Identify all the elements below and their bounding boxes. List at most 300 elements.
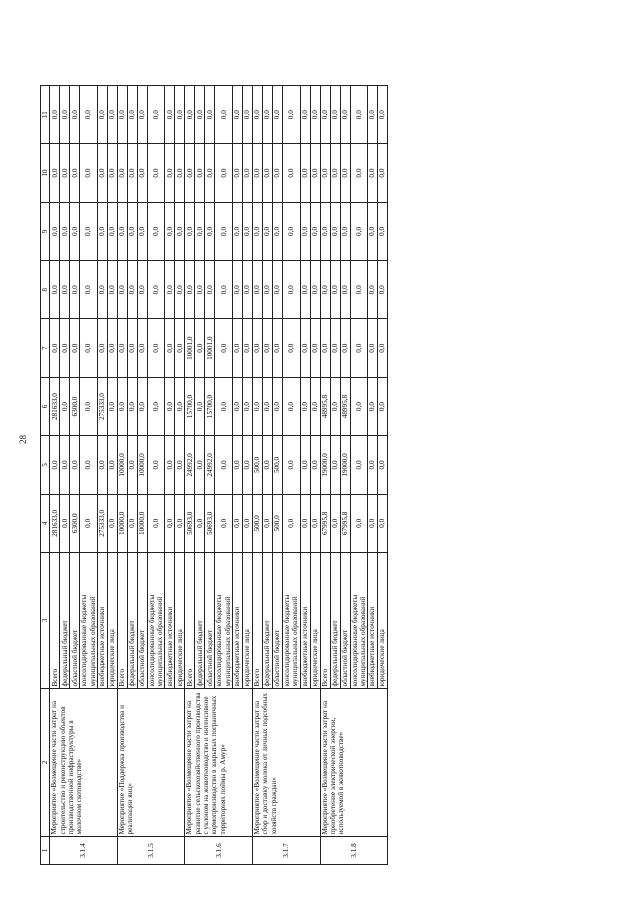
value-cell: 0,0 bbox=[340, 319, 350, 377]
value-cell: 0,0 bbox=[127, 436, 137, 494]
value-cell: 0,0 bbox=[310, 377, 320, 435]
funding-source-label: консолидированные бюджеты муниципальных образований bbox=[215, 553, 233, 689]
column-header: 2 bbox=[41, 689, 50, 837]
value-cell: 0,0 bbox=[320, 86, 330, 144]
value-cell: 0,0 bbox=[368, 86, 378, 144]
value-cell: 0,0 bbox=[282, 261, 300, 319]
column-header: 6 bbox=[41, 377, 50, 435]
value-cell: 0,0 bbox=[165, 144, 175, 202]
value-cell: 0,0 bbox=[330, 144, 340, 202]
value-cell: 0,0 bbox=[117, 261, 127, 319]
value-cell: 0,0 bbox=[117, 319, 127, 377]
value-cell: 0,0 bbox=[330, 86, 340, 144]
value-cell: 0,0 bbox=[320, 261, 330, 319]
funding-source-label: областной бюджет bbox=[340, 553, 350, 689]
funding-source-label: внебюджетные источники bbox=[300, 553, 310, 689]
funding-source-label: консолидированные бюджеты муниципальных образований bbox=[147, 553, 165, 689]
value-cell: 0,0 bbox=[282, 144, 300, 202]
value-cell: 0,0 bbox=[232, 202, 242, 260]
measure-number: 3.1.4 bbox=[50, 837, 118, 865]
value-cell: 15700,0 bbox=[205, 377, 215, 435]
value-cell: 0,0 bbox=[242, 494, 252, 552]
value-cell: 6300,0 bbox=[70, 494, 80, 552]
column-header: 10 bbox=[41, 144, 50, 202]
value-cell: 0,0 bbox=[147, 202, 165, 260]
value-cell: 0,0 bbox=[70, 436, 80, 494]
value-cell: 0,0 bbox=[350, 377, 368, 435]
value-cell: 67995,8 bbox=[340, 494, 350, 552]
value-cell: 0,0 bbox=[70, 261, 80, 319]
value-cell: 0,0 bbox=[205, 86, 215, 144]
value-cell: 0,0 bbox=[127, 86, 137, 144]
value-cell: 0,0 bbox=[175, 436, 185, 494]
value-cell: 0,0 bbox=[262, 436, 272, 494]
funding-source-label: консолидированные бюджеты муниципальных образований bbox=[350, 553, 368, 689]
value-cell: 0,0 bbox=[310, 144, 320, 202]
value-cell: 0,0 bbox=[272, 144, 282, 202]
value-cell: 0,0 bbox=[80, 377, 98, 435]
value-cell: 0,0 bbox=[350, 86, 368, 144]
funding-source-label: внебюджетные источники bbox=[232, 553, 242, 689]
value-cell: 0,0 bbox=[175, 144, 185, 202]
funding-source-label: внебюджетные источники bbox=[368, 553, 378, 689]
value-cell: 0,0 bbox=[330, 202, 340, 260]
value-cell: 0,0 bbox=[97, 436, 107, 494]
value-cell: 0,0 bbox=[215, 261, 233, 319]
value-cell: 0,0 bbox=[80, 319, 98, 377]
value-cell: 0,0 bbox=[97, 319, 107, 377]
value-cell: 0,0 bbox=[252, 319, 262, 377]
value-cell: 0,0 bbox=[107, 319, 117, 377]
value-cell: 0,0 bbox=[215, 436, 233, 494]
funding-source-label: федеральный бюджет bbox=[127, 553, 137, 689]
value-cell: 50693,0 bbox=[185, 494, 195, 552]
value-cell: 0,0 bbox=[165, 436, 175, 494]
value-cell: 0,0 bbox=[205, 144, 215, 202]
value-cell: 0,0 bbox=[300, 144, 310, 202]
value-cell: 0,0 bbox=[350, 261, 368, 319]
value-cell: 0,0 bbox=[80, 436, 98, 494]
value-cell: 0,0 bbox=[175, 202, 185, 260]
value-cell: 0,0 bbox=[330, 436, 340, 494]
value-cell: 0,0 bbox=[262, 319, 272, 377]
value-cell: 0,0 bbox=[340, 86, 350, 144]
measure-description: Мероприятие «Возмещение части затрат на приобретение электрической энергии, используемой в животноводстве» bbox=[320, 689, 388, 837]
value-cell: 0,0 bbox=[195, 86, 205, 144]
value-cell: 0,0 bbox=[117, 377, 127, 435]
value-cell: 0,0 bbox=[80, 86, 98, 144]
value-cell: 0,0 bbox=[97, 86, 107, 144]
value-cell: 10001,0 bbox=[205, 319, 215, 377]
value-cell: 0,0 bbox=[107, 494, 117, 552]
value-cell: 6300,0 bbox=[70, 377, 80, 435]
value-cell: 281633,0 bbox=[50, 494, 60, 552]
value-cell: 0,0 bbox=[165, 261, 175, 319]
value-cell: 0,0 bbox=[107, 377, 117, 435]
column-header: 4 bbox=[41, 494, 50, 552]
value-cell: 0,0 bbox=[272, 202, 282, 260]
value-cell: 0,0 bbox=[70, 144, 80, 202]
value-cell: 0,0 bbox=[117, 144, 127, 202]
value-cell: 0,0 bbox=[368, 436, 378, 494]
funding-source-label: областной бюджет bbox=[205, 553, 215, 689]
value-cell: 0,0 bbox=[232, 86, 242, 144]
value-cell: 0,0 bbox=[350, 202, 368, 260]
value-cell: 0,0 bbox=[147, 319, 165, 377]
value-cell: 0,0 bbox=[80, 494, 98, 552]
value-cell: 24992,0 bbox=[205, 436, 215, 494]
column-header: 1 bbox=[41, 837, 50, 865]
value-cell: 50693,0 bbox=[205, 494, 215, 552]
value-cell: 0,0 bbox=[310, 86, 320, 144]
value-cell: 0,0 bbox=[242, 202, 252, 260]
value-cell: 0,0 bbox=[320, 202, 330, 260]
value-cell: 0,0 bbox=[340, 202, 350, 260]
value-cell: 0,0 bbox=[252, 144, 262, 202]
value-cell: 0,0 bbox=[127, 144, 137, 202]
value-cell: 0,0 bbox=[195, 377, 205, 435]
funding-source-label: Всего bbox=[320, 553, 330, 689]
value-cell: 0,0 bbox=[97, 202, 107, 260]
value-cell: 0,0 bbox=[195, 144, 205, 202]
value-cell: 281633,0 bbox=[50, 377, 60, 435]
value-cell: 0,0 bbox=[368, 377, 378, 435]
funding-source-label: юридические лица bbox=[242, 553, 252, 689]
value-cell: 275333,0 bbox=[97, 377, 107, 435]
value-cell: 0,0 bbox=[50, 319, 60, 377]
value-cell: 0,0 bbox=[60, 319, 70, 377]
value-cell: 0,0 bbox=[107, 202, 117, 260]
measure-number: 3.1.8 bbox=[320, 837, 388, 865]
funding-source-label: Всего bbox=[50, 553, 60, 689]
value-cell: 0,0 bbox=[60, 436, 70, 494]
value-cell: 15700,0 bbox=[185, 377, 195, 435]
value-cell: 19000,0 bbox=[340, 436, 350, 494]
value-cell: 0,0 bbox=[137, 144, 147, 202]
funding-source-label: Всего bbox=[185, 553, 195, 689]
funding-source-label: областной бюджет bbox=[272, 553, 282, 689]
value-cell: 0,0 bbox=[300, 86, 310, 144]
value-cell: 0,0 bbox=[368, 144, 378, 202]
value-cell: 0,0 bbox=[60, 377, 70, 435]
value-cell: 500,0 bbox=[252, 494, 262, 552]
value-cell: 0,0 bbox=[262, 202, 272, 260]
value-cell: 0,0 bbox=[232, 144, 242, 202]
value-cell: 0,0 bbox=[175, 494, 185, 552]
value-cell: 0,0 bbox=[185, 202, 195, 260]
value-cell: 0,0 bbox=[80, 261, 98, 319]
value-cell: 0,0 bbox=[147, 86, 165, 144]
value-cell: 0,0 bbox=[60, 202, 70, 260]
value-cell: 0,0 bbox=[350, 319, 368, 377]
value-cell: 0,0 bbox=[272, 319, 282, 377]
value-cell: 0,0 bbox=[252, 86, 262, 144]
value-cell: 0,0 bbox=[300, 202, 310, 260]
value-cell: 0,0 bbox=[378, 202, 388, 260]
value-cell: 0,0 bbox=[232, 319, 242, 377]
value-cell: 0,0 bbox=[137, 377, 147, 435]
value-cell: 0,0 bbox=[117, 86, 127, 144]
value-cell: 0,0 bbox=[300, 494, 310, 552]
value-cell: 48995,8 bbox=[320, 377, 330, 435]
funding-source-label: юридические лица bbox=[175, 553, 185, 689]
value-cell: 0,0 bbox=[330, 494, 340, 552]
value-cell: 500,0 bbox=[272, 494, 282, 552]
value-cell: 0,0 bbox=[50, 261, 60, 319]
value-cell: 0,0 bbox=[195, 436, 205, 494]
value-cell: 0,0 bbox=[137, 86, 147, 144]
value-cell: 0,0 bbox=[127, 494, 137, 552]
column-header: 3 bbox=[41, 553, 50, 689]
value-cell: 0,0 bbox=[215, 319, 233, 377]
funding-source-label: областной бюджет bbox=[137, 553, 147, 689]
column-header: 7 bbox=[41, 319, 50, 377]
value-cell: 0,0 bbox=[107, 86, 117, 144]
value-cell: 10000,0 bbox=[117, 494, 127, 552]
measure-number: 3.1.7 bbox=[252, 837, 320, 865]
funding-source-label: юридические лица bbox=[310, 553, 320, 689]
value-cell: 0,0 bbox=[147, 261, 165, 319]
value-cell: 0,0 bbox=[137, 319, 147, 377]
table-row bbox=[185, 86, 195, 865]
funding-source-label: федеральный бюджет bbox=[262, 553, 272, 689]
value-cell: 0,0 bbox=[127, 202, 137, 260]
funding-source-label: консолидированные бюджеты муниципальных образований bbox=[282, 553, 300, 689]
table-body bbox=[50, 86, 388, 865]
value-cell: 0,0 bbox=[97, 261, 107, 319]
value-cell: 0,0 bbox=[205, 202, 215, 260]
value-cell: 0,0 bbox=[368, 494, 378, 552]
funding-source-label: федеральный бюджет bbox=[195, 553, 205, 689]
value-cell: 0,0 bbox=[215, 202, 233, 260]
value-cell: 0,0 bbox=[80, 202, 98, 260]
value-cell: 0,0 bbox=[165, 202, 175, 260]
value-cell: 0,0 bbox=[252, 377, 262, 435]
value-cell: 0,0 bbox=[300, 377, 310, 435]
value-cell: 0,0 bbox=[97, 144, 107, 202]
value-cell: 0,0 bbox=[50, 86, 60, 144]
value-cell: 0,0 bbox=[232, 377, 242, 435]
rotated-table-container bbox=[40, 85, 585, 865]
value-cell: 0,0 bbox=[165, 86, 175, 144]
value-cell: 0,0 bbox=[320, 319, 330, 377]
value-cell: 0,0 bbox=[215, 86, 233, 144]
value-cell: 0,0 bbox=[300, 319, 310, 377]
funding-source-label: юридические лица bbox=[107, 553, 117, 689]
value-cell: 67995,8 bbox=[320, 494, 330, 552]
value-cell: 10000,0 bbox=[137, 494, 147, 552]
funding-source-label: областной бюджет bbox=[70, 553, 80, 689]
measure-number: 3.1.6 bbox=[185, 837, 253, 865]
value-cell: 0,0 bbox=[137, 202, 147, 260]
value-cell: 0,0 bbox=[242, 144, 252, 202]
value-cell: 0,0 bbox=[300, 261, 310, 319]
funding-source-label: консолидированные бюджеты муниципальных образований bbox=[80, 553, 98, 689]
funding-source-label: внебюджетные источники bbox=[97, 553, 107, 689]
value-cell: 0,0 bbox=[378, 494, 388, 552]
value-cell: 0,0 bbox=[262, 86, 272, 144]
value-cell: 0,0 bbox=[378, 319, 388, 377]
measure-number: 3.1.5 bbox=[117, 837, 185, 865]
measure-description: Мероприятие «Поддержка производства и реализации яиц» bbox=[117, 689, 185, 837]
value-cell: 0,0 bbox=[70, 319, 80, 377]
funding-source-label: федеральный бюджет bbox=[330, 553, 340, 689]
value-cell: 0,0 bbox=[282, 86, 300, 144]
value-cell: 0,0 bbox=[195, 202, 205, 260]
funding-source-label: юридические лица bbox=[378, 553, 388, 689]
value-cell: 0,0 bbox=[378, 377, 388, 435]
value-cell: 0,0 bbox=[330, 261, 340, 319]
value-cell: 0,0 bbox=[205, 261, 215, 319]
value-cell: 0,0 bbox=[272, 261, 282, 319]
page-number: 28 bbox=[18, 435, 28, 444]
funding-source-label: Всего bbox=[117, 553, 127, 689]
value-cell: 0,0 bbox=[60, 86, 70, 144]
value-cell: 0,0 bbox=[195, 319, 205, 377]
measure-description: Мероприятие «Возмещение части затрат на строительство и реконструкцию объектов производственной инфраструктуры в молочном скотоводстве» bbox=[50, 689, 118, 837]
value-cell: 0,0 bbox=[310, 261, 320, 319]
value-cell: 0,0 bbox=[165, 494, 175, 552]
column-header: 8 bbox=[41, 261, 50, 319]
value-cell: 0,0 bbox=[80, 144, 98, 202]
value-cell: 0,0 bbox=[50, 436, 60, 494]
table-row bbox=[117, 86, 127, 865]
value-cell: 0,0 bbox=[127, 261, 137, 319]
value-cell: 10000,0 bbox=[117, 436, 127, 494]
value-cell: 0,0 bbox=[117, 202, 127, 260]
table-row bbox=[320, 86, 330, 865]
value-cell: 500,0 bbox=[272, 436, 282, 494]
value-cell: 10001,0 bbox=[185, 319, 195, 377]
measure-description: Мероприятие «Возмещение части затрат на сбор и доставку молока от личных подсобных хозяйств граждан» bbox=[252, 689, 320, 837]
value-cell: 0,0 bbox=[195, 494, 205, 552]
value-cell: 0,0 bbox=[175, 377, 185, 435]
measure-description: Мероприятие «Возмещение части затрат на развитие сельскохозяйственного производства с уклоном на животноводство и интенсивное кормопроизводство в закрытых пограничных территориях поймы р. Амур» bbox=[185, 689, 253, 837]
value-cell: 0,0 bbox=[175, 319, 185, 377]
value-cell: 0,0 bbox=[378, 261, 388, 319]
value-cell: 0,0 bbox=[175, 86, 185, 144]
column-header: 5 bbox=[41, 436, 50, 494]
value-cell: 0,0 bbox=[165, 319, 175, 377]
value-cell: 0,0 bbox=[262, 144, 272, 202]
value-cell: 0,0 bbox=[185, 261, 195, 319]
value-cell: 0,0 bbox=[242, 377, 252, 435]
value-cell: 0,0 bbox=[165, 377, 175, 435]
value-cell: 0,0 bbox=[137, 261, 147, 319]
funding-source-label: внебюджетные источники bbox=[165, 553, 175, 689]
value-cell: 0,0 bbox=[252, 261, 262, 319]
value-cell: 0,0 bbox=[70, 202, 80, 260]
value-cell: 0,0 bbox=[282, 436, 300, 494]
value-cell: 0,0 bbox=[310, 202, 320, 260]
column-header: 9 bbox=[41, 202, 50, 260]
value-cell: 0,0 bbox=[340, 144, 350, 202]
value-cell: 0,0 bbox=[378, 144, 388, 202]
value-cell: 0,0 bbox=[195, 261, 205, 319]
value-cell: 0,0 bbox=[50, 202, 60, 260]
table-row bbox=[50, 86, 60, 865]
value-cell: 0,0 bbox=[350, 144, 368, 202]
value-cell: 275333,0 bbox=[97, 494, 107, 552]
value-cell: 0,0 bbox=[60, 261, 70, 319]
value-cell: 0,0 bbox=[242, 86, 252, 144]
value-cell: 0,0 bbox=[175, 261, 185, 319]
value-cell: 0,0 bbox=[215, 377, 233, 435]
value-cell: 0,0 bbox=[127, 377, 137, 435]
value-cell: 0,0 bbox=[330, 377, 340, 435]
value-cell: 0,0 bbox=[50, 144, 60, 202]
value-cell: 0,0 bbox=[368, 202, 378, 260]
value-cell: 0,0 bbox=[242, 319, 252, 377]
value-cell: 0,0 bbox=[185, 144, 195, 202]
value-cell: 48995,8 bbox=[340, 377, 350, 435]
column-header: 11 bbox=[41, 86, 50, 144]
table-row bbox=[252, 86, 262, 865]
value-cell: 0,0 bbox=[310, 494, 320, 552]
value-cell: 0,0 bbox=[185, 86, 195, 144]
value-cell: 0,0 bbox=[232, 261, 242, 319]
value-cell: 0,0 bbox=[147, 436, 165, 494]
value-cell: 0,0 bbox=[310, 436, 320, 494]
value-cell: 0,0 bbox=[330, 319, 340, 377]
value-cell: 24992,0 bbox=[185, 436, 195, 494]
value-cell: 0,0 bbox=[107, 436, 117, 494]
value-cell: 0,0 bbox=[368, 319, 378, 377]
value-cell: 0,0 bbox=[147, 494, 165, 552]
value-cell: 500,0 bbox=[252, 436, 262, 494]
value-cell: 19000,0 bbox=[320, 436, 330, 494]
value-cell: 0,0 bbox=[252, 202, 262, 260]
value-cell: 0,0 bbox=[378, 436, 388, 494]
value-cell: 0,0 bbox=[282, 377, 300, 435]
value-cell: 0,0 bbox=[368, 261, 378, 319]
value-cell: 0,0 bbox=[215, 144, 233, 202]
value-cell: 10000,0 bbox=[137, 436, 147, 494]
financing-table bbox=[40, 85, 388, 865]
value-cell: 0,0 bbox=[232, 436, 242, 494]
value-cell: 0,0 bbox=[300, 436, 310, 494]
value-cell: 0,0 bbox=[147, 377, 165, 435]
value-cell: 0,0 bbox=[262, 261, 272, 319]
value-cell: 0,0 bbox=[282, 319, 300, 377]
value-cell: 0,0 bbox=[70, 86, 80, 144]
value-cell: 0,0 bbox=[350, 436, 368, 494]
value-cell: 0,0 bbox=[107, 261, 117, 319]
value-cell: 0,0 bbox=[262, 377, 272, 435]
value-cell: 0,0 bbox=[310, 319, 320, 377]
value-cell: 0,0 bbox=[320, 144, 330, 202]
value-cell: 0,0 bbox=[282, 202, 300, 260]
value-cell: 0,0 bbox=[60, 494, 70, 552]
value-cell: 0,0 bbox=[272, 377, 282, 435]
value-cell: 0,0 bbox=[378, 86, 388, 144]
value-cell: 0,0 bbox=[272, 86, 282, 144]
funding-source-label: федеральный бюджет bbox=[60, 553, 70, 689]
column-number-row bbox=[41, 86, 50, 865]
value-cell: 0,0 bbox=[232, 494, 242, 552]
value-cell: 0,0 bbox=[242, 436, 252, 494]
value-cell: 0,0 bbox=[242, 261, 252, 319]
value-cell: 0,0 bbox=[215, 494, 233, 552]
value-cell: 0,0 bbox=[282, 494, 300, 552]
value-cell: 0,0 bbox=[147, 144, 165, 202]
funding-source-label: Всего bbox=[252, 553, 262, 689]
value-cell: 0,0 bbox=[262, 494, 272, 552]
value-cell: 0,0 bbox=[107, 144, 117, 202]
value-cell: 0,0 bbox=[350, 494, 368, 552]
value-cell: 0,0 bbox=[60, 144, 70, 202]
value-cell: 0,0 bbox=[340, 261, 350, 319]
